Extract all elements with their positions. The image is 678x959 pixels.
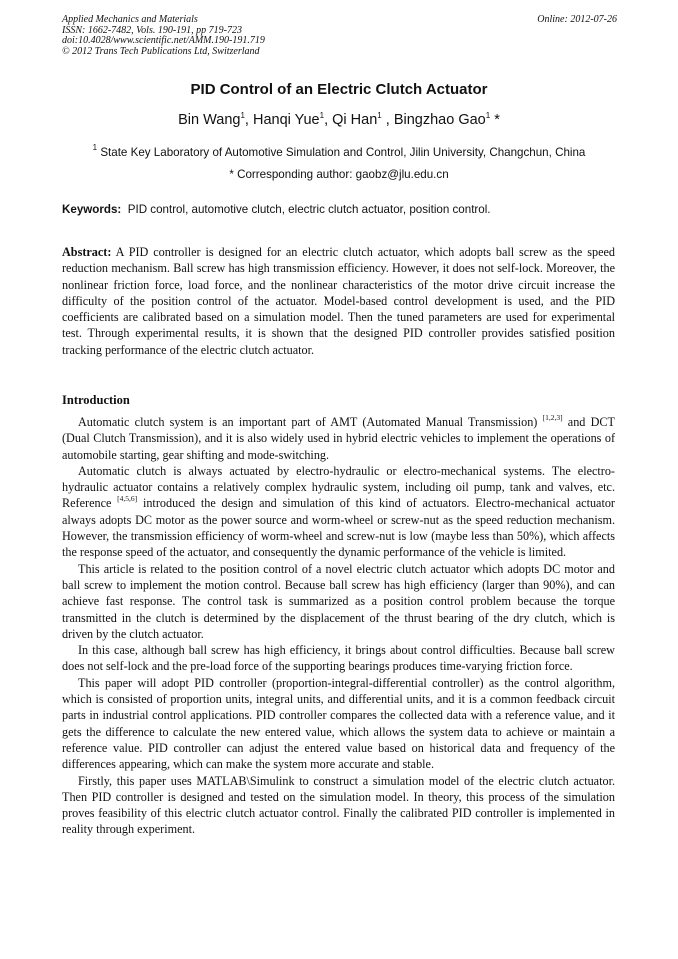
paragraph: This paper will adopt PID controller (proportion-integral-differential controller) as the control algorithm, which is consisted of proportion units, integral units, and differential units, and it is a common feedback circuit parts in industrial control applications. PID controller compares the collected data with a reference value, and it gets the difference to calculate the new entered value, which allows the system data to achieve or maintain a reference value. PID controller can adjust the entered value based on historical data and frequency of the differences appearing, which can make the system more accurate and stable.: [62, 675, 615, 772]
keywords-label: Keywords:: [62, 203, 122, 216]
author-name: Bin Wang: [178, 112, 241, 128]
author-name: Bingzhao Gao: [393, 112, 486, 128]
introduction-body: [62, 414, 615, 838]
issn-line: ISSN: 1662-7482, Vols. 190-191, pp 719-723: [62, 24, 242, 36]
journal-header: [62, 15, 617, 57]
author-affiliation-mark: 1: [319, 111, 325, 120]
author-separator: *: [490, 112, 500, 128]
paragraph-text: introduced the design and simulation of this kind of actuators. Electro-mechanical actuator always adopts DC motor as the power source and worm-wheel or screw-nut as the speed reduction mechanism. However, the transmission efficiency of worm-wheel and screw-nut is low (maybe less than 50%), which affects the response speed of the actuator, and consequently the dynamic performance of the vehicle is limited.: [62, 496, 615, 560]
copyright-line: © 2012 Trans Tech Publications Ltd, Switzerland: [62, 45, 260, 57]
affiliation-mark: 1: [92, 143, 98, 152]
journal-name: Applied Mechanics and Materials: [62, 14, 198, 25]
paragraph-text: Automatic clutch is always actuated by electro-hydraulic or electro-mechanical systems. The electro-hydraulic actuator contains a relatively complex hydraulic system, including oil pump, tank and valves, etc. Reference: [62, 463, 615, 511]
paragraph: [62, 414, 615, 463]
citation: [4,5,6]: [117, 494, 138, 504]
citation: [1,2,3]: [542, 413, 563, 422]
author-affiliation-mark: 1: [485, 111, 491, 120]
author-separator: ,: [244, 112, 253, 128]
abstract: [62, 244, 615, 358]
author-name: Qi Han: [332, 112, 378, 128]
online-date: Online: 2012-07-26: [537, 14, 617, 25]
doi-line: doi:10.4028/www.scientific.net/AMM.190-191.719: [62, 35, 265, 46]
abstract-text: A PID controller is designed for an electric clutch actuator, which adopts ball screw as the speed reduction mechanism. Ball screw has high transmission efficiency. However, it does not self-lock. Moreover, the nonlinear friction force, load force, and the nonlinear characteristics of the motor drive circuit increase the difficulty of the position control of the actuator. Model-based control development is used, and the PID coefficients are calibrated based on a simulation model. Then the tuned parameters are used for experimental test. Through experimental results, it is shown that the designed PID controller provides satisfied position tracking performance of the electric clutch actuator.: [62, 245, 615, 357]
paragraph: [62, 463, 615, 561]
keywords-text: PID control, automotive clutch, electric clutch actuator, position control.: [127, 203, 491, 216]
author-affiliation-mark: 1: [240, 111, 245, 120]
section-heading: Introduction: [62, 393, 130, 407]
keywords: [62, 203, 622, 216]
corresponding-author: * Corresponding author: gaobz@jlu.edu.cn: [229, 168, 449, 181]
author-name: Hanqi Yue: [252, 112, 320, 128]
abstract-label: Abstract:: [62, 245, 112, 259]
paper-title: PID Control of an Electric Clutch Actuator: [190, 81, 488, 98]
paragraph: Firstly, this paper uses MATLAB\Simulink to construct a simulation model of the electric clutch actuator. Then PID controller is designed and tested on the simulation model. In theory, this process of the simulation proves feasibility of this electric clutch actuator control. Finally the calibrated PID controller is implemented in reality through experiment.: [62, 773, 615, 837]
paragraph: This article is related to the position control of a novel electric clutch actuator which adopts DC motor and ball screw to implement the motion control. Because ball screw has high efficiency (larger than 90%), and can achieve fast response. The control task is summarized as a position control problem because the torque transmitted in the clutch is determined by the displacement of the thrust bearing of the dry clutch, which is driven by the clutch actuator.: [62, 561, 615, 641]
paragraph-text: Automatic clutch system is an important part of AMT (Automated Manual Transmission): [78, 415, 538, 429]
paragraph-text: and DCT (Dual Clutch Transmission), and it is also widely used in hybrid electric vehicles to implement the operations of automobile starting, gear shifting and mode-switching.: [62, 415, 615, 462]
author-separator: ,: [324, 112, 333, 128]
paragraph: In this case, although ball screw has high efficiency, it brings about control difficulties. Because ball screw does not self-lock and the pre-load force of the supporting bearings produces time-varying friction force.: [62, 643, 615, 674]
author-separator: ,: [381, 112, 394, 128]
author-affiliation-mark: 1: [377, 111, 382, 120]
affiliation: [0, 143, 678, 159]
affiliation-text: State Key Laboratory of Automotive Simulation and Control, Jilin University, Changchun, China: [100, 146, 586, 159]
author-list: [0, 112, 678, 128]
